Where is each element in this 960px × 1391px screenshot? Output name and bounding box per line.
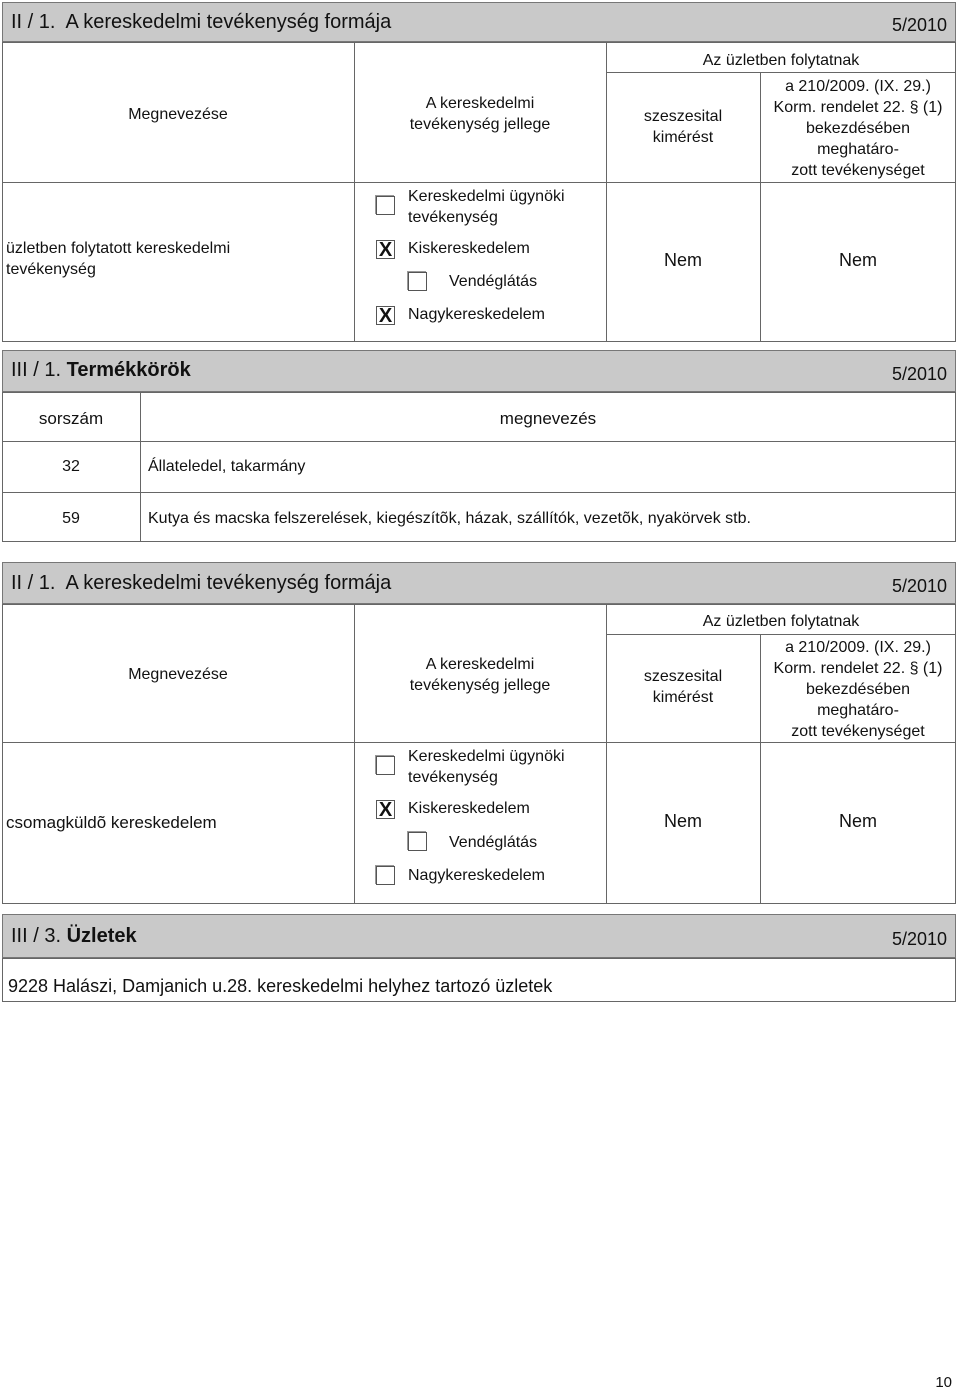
- form1-checkbox-agent[interactable]: [376, 196, 395, 215]
- form1-head-alcohol: szeszesital kimérést: [643, 108, 723, 146]
- form1-decree-value: Nem: [838, 250, 877, 270]
- shops-date: 5/2010: [891, 929, 947, 949]
- form1-opt-catering: Vendéglátás: [449, 273, 538, 290]
- form1-head-name: Megnevezése: [128, 106, 228, 123]
- form1-checkbox-retail[interactable]: X: [376, 240, 395, 259]
- form2-date: 5/2010: [891, 576, 947, 596]
- products-title: III / 1. Termékkörök: [11, 359, 191, 381]
- form2-opt-agent: Kereskedelmi ügynöki tevékenység: [408, 748, 565, 786]
- shops-header: [2, 914, 956, 958]
- form2-opt-retail: Kiskereskedelem: [408, 800, 530, 817]
- form1-checkbox-wholesale[interactable]: X: [376, 306, 395, 325]
- form2-head-name: Megnevezése: [128, 666, 228, 683]
- form2-checkbox-wholesale[interactable]: [376, 866, 395, 885]
- form2-row-name: csomagküldõ kereskedelem: [6, 813, 217, 832]
- form1-title: II / 1. A kereskedelmi tevékenység formája: [11, 11, 392, 33]
- form1-opt-wholesale: Nagykereskedelem: [408, 306, 545, 323]
- form2-opt-catering: Vendéglátás: [449, 834, 538, 851]
- form1-header: [2, 2, 956, 42]
- form2-opt-wholesale: Nagykereskedelem: [408, 867, 545, 884]
- form2-checkbox-catering[interactable]: [408, 832, 427, 851]
- products-row-name: Kutya és macska felszerelések, kiegészítõk, házak, szállítók, vezetõk, nyakörvek stb.: [148, 510, 751, 527]
- products-col-name: megnevezés: [499, 409, 597, 428]
- form2-checkbox-agent[interactable]: [376, 756, 395, 775]
- form1-opt-retail: Kiskereskedelem: [408, 240, 530, 257]
- page-number: 10: [935, 1374, 952, 1391]
- products-header: [2, 350, 956, 392]
- form2-head-alcohol: szeszesital kimérést: [643, 668, 723, 706]
- form2-alcohol-value: Nem: [663, 811, 702, 831]
- form2-head-decree: a 210/2009. (IX. 29.) Korm. rendelet 22. § (1) bekezdésében meghatáro- zott tevékenységet: [773, 639, 943, 740]
- form1-head-decree: a 210/2009. (IX. 29.) Korm. rendelet 22. § (1) bekezdésében meghatáro- zott tevékenységet: [773, 78, 943, 179]
- form2-head-shop: Az üzletben folytatnak: [702, 613, 860, 630]
- products-col-no: sorszám: [38, 409, 104, 428]
- form1-head-nature: A kereskedelmi tevékenység jellege: [409, 95, 551, 133]
- form2-decree-value: Nem: [838, 811, 877, 831]
- form2-checkbox-retail[interactable]: X: [376, 800, 395, 819]
- form1-row-name: üzletben folytatott kereskedelmi tevékenység: [6, 240, 231, 278]
- form2-head-nature: A kereskedelmi tevékenység jellege: [409, 656, 551, 694]
- products-row-name: Állateledel, takarmány: [148, 458, 306, 475]
- form1-head-shop: Az üzletben folytatnak: [702, 52, 860, 69]
- form1-date: 5/2010: [891, 15, 947, 35]
- form1-checkbox-catering[interactable]: [408, 272, 427, 291]
- form1-alcohol-value: Nem: [663, 250, 702, 270]
- products-date: 5/2010: [891, 364, 947, 384]
- form1-opt-agent: Kereskedelmi ügynöki tevékenység: [408, 188, 565, 226]
- products-row-no: 59: [62, 510, 80, 527]
- form2-header: [2, 562, 956, 604]
- shops-address: 9228 Halászi, Damjanich u.28. kereskedelmi helyhez tartozó üzletek: [8, 976, 553, 996]
- products-row-no: 32: [62, 458, 80, 475]
- shops-title: III / 3. Üzletek: [11, 925, 137, 947]
- form2-title: II / 1. A kereskedelmi tevékenység formája: [11, 572, 392, 594]
